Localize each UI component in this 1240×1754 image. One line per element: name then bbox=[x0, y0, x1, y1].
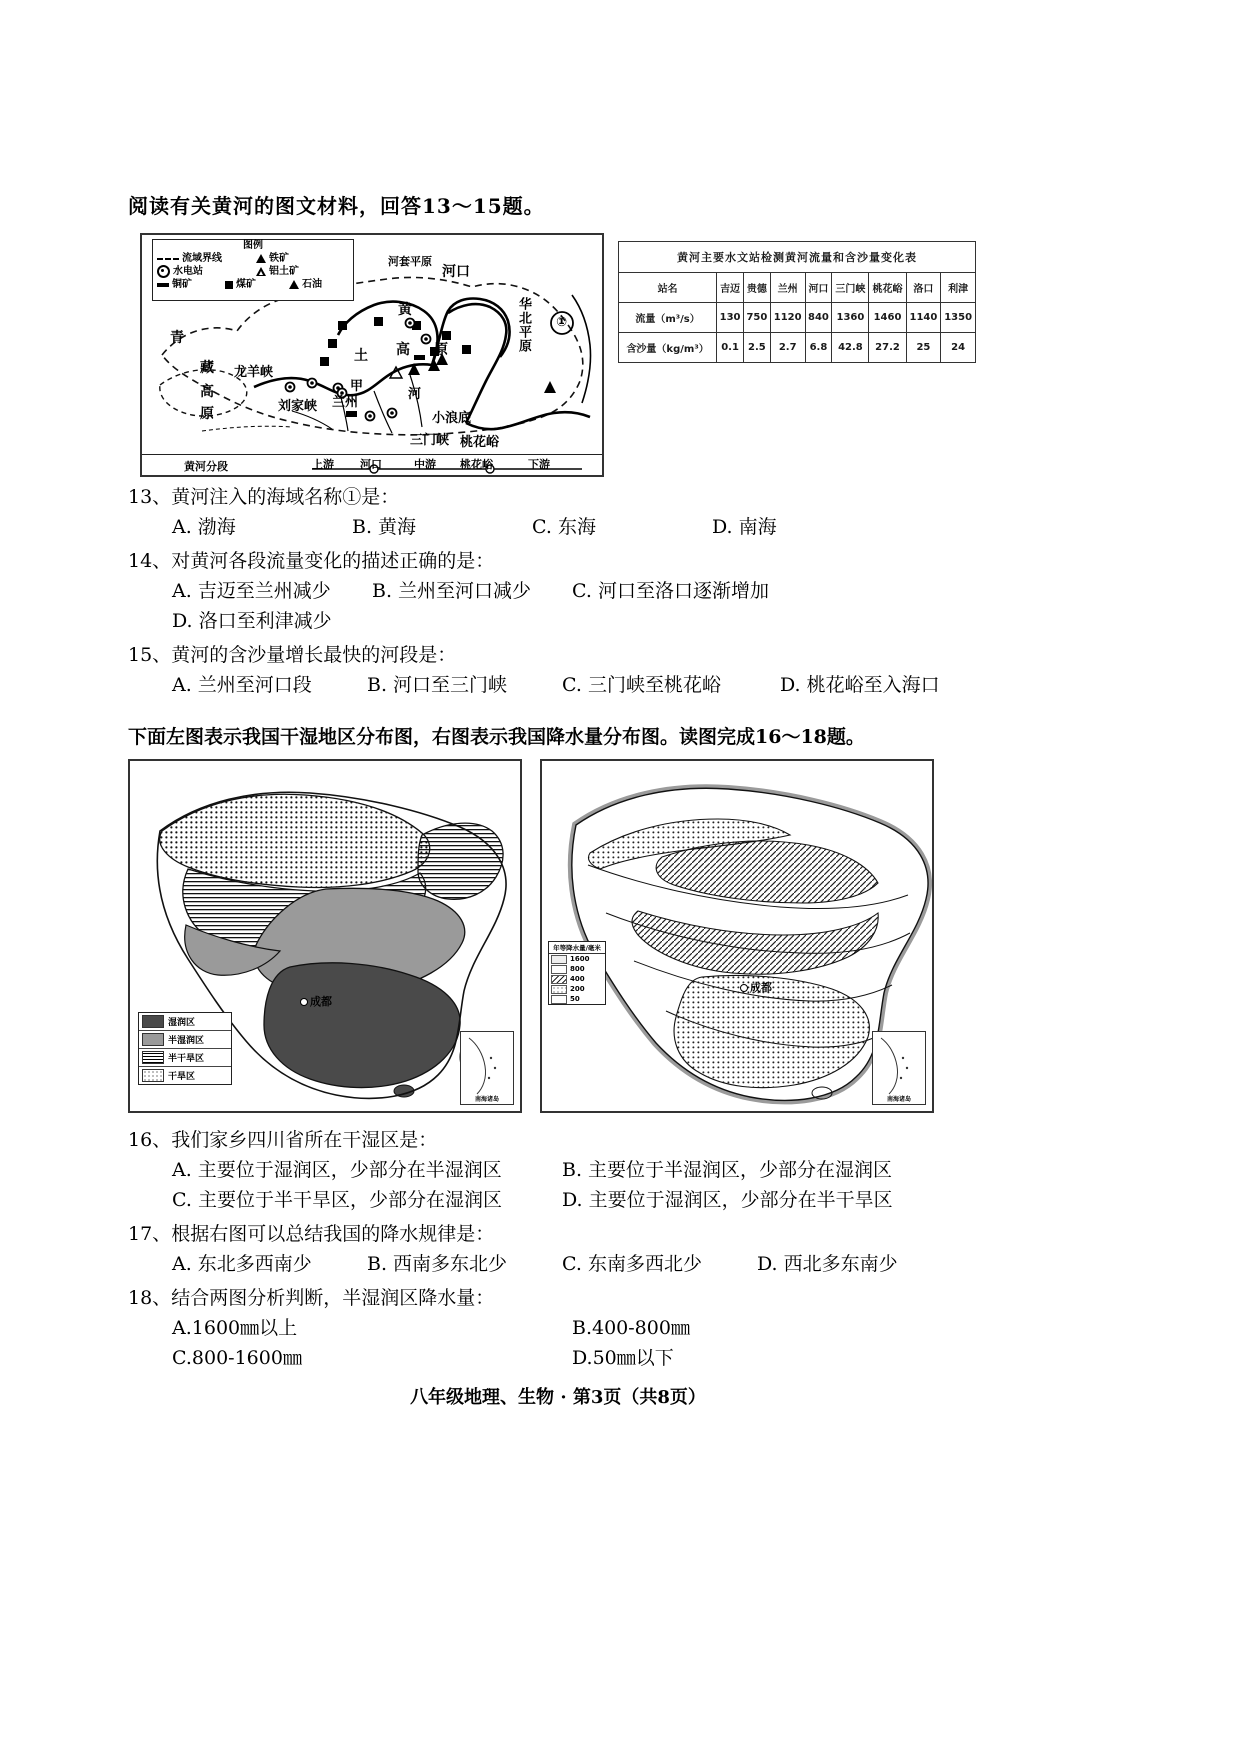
option-16-d[interactable]: D. 主要位于湿润区，少部分在半干旱区 bbox=[562, 1189, 893, 1211]
semihumid-swatch-icon bbox=[142, 1033, 164, 1046]
question-15 bbox=[128, 640, 988, 700]
question-14-options bbox=[128, 576, 988, 636]
legend-label-arid: 干旱区 bbox=[168, 1072, 196, 1082]
city-chengdu-right-label: 成都 bbox=[750, 981, 772, 994]
rainfall-legend-row-50 bbox=[549, 994, 605, 1004]
table-col-lijin: 利津 bbox=[941, 273, 976, 303]
table-col-luokou: 洛口 bbox=[906, 273, 941, 303]
option-13-a[interactable]: A. 渤海 bbox=[172, 516, 236, 538]
sed-sanmenxia: 42.8 bbox=[832, 333, 869, 363]
legend-label-hydro: 水电站 bbox=[173, 266, 203, 277]
question-16-number: 16、 bbox=[128, 1129, 172, 1151]
page-content bbox=[128, 190, 988, 1409]
flow-guide: 750 bbox=[743, 303, 770, 333]
segment-label-upper: 上游 bbox=[312, 458, 334, 471]
sed-lijin: 24 bbox=[941, 333, 976, 363]
rainfall-legend bbox=[548, 941, 606, 1005]
flow-jimai: 130 bbox=[717, 303, 744, 333]
question-17-number: 17、 bbox=[128, 1223, 172, 1245]
option-14-a[interactable]: A. 吉迈至兰州减少 bbox=[172, 580, 331, 602]
question-16-stem: 我们家乡四川省所在干湿区是： bbox=[171, 1129, 438, 1151]
question-13-options bbox=[128, 512, 988, 542]
legend-label-coal: 煤矿 bbox=[236, 279, 256, 290]
map-label-yuan: 原 bbox=[200, 406, 214, 422]
legend-label-humid: 湿润区 bbox=[168, 1018, 196, 1028]
question-18-stem: 结合两图分析判断，半湿润区降水量： bbox=[171, 1287, 495, 1309]
page-footer bbox=[128, 1383, 988, 1409]
map-label-sea-marker: ① bbox=[556, 315, 568, 330]
question-17-stem: 根据右图可以总结我国的降水规律是： bbox=[171, 1223, 495, 1245]
question-13-number: 13、 bbox=[128, 486, 172, 508]
legend-label-iron: 铁矿 bbox=[269, 253, 289, 264]
segment-bar-title: 黄河分段 bbox=[184, 460, 228, 473]
figure-dry-wet-and-rainfall bbox=[128, 759, 988, 1113]
flow-luokou: 1140 bbox=[906, 303, 941, 333]
map-label-taohuayu: 桃花峪 bbox=[460, 435, 500, 450]
option-16-c[interactable]: C. 主要位于半干旱区，少部分在湿润区 bbox=[172, 1189, 502, 1211]
flow-taohuayu: 1460 bbox=[869, 303, 906, 333]
table-row-header-flow: 流量（m³/s） bbox=[619, 303, 717, 333]
dry-wet-legend bbox=[138, 1012, 232, 1085]
map-legend-title: 图例 bbox=[243, 240, 263, 251]
river-segment-bar bbox=[142, 454, 602, 475]
rainfall-value-200: 200 bbox=[570, 985, 585, 993]
city-dot-icon bbox=[740, 984, 748, 992]
option-18-c[interactable]: C.800-1600㎜ bbox=[172, 1347, 302, 1369]
map-label-hetao-plain: 河套平原 bbox=[388, 255, 432, 268]
table-col-station: 站名 bbox=[619, 273, 717, 303]
legend-label-basin: 流域界线 bbox=[182, 253, 222, 264]
table-col-hekou: 河口 bbox=[805, 273, 832, 303]
flow-lijin: 1350 bbox=[941, 303, 976, 333]
map-label-zang: 藏 bbox=[200, 360, 214, 376]
segment-label-hekou: 河口 bbox=[360, 458, 382, 471]
question-15-stem: 黄河的含沙量增长最快的河段是： bbox=[171, 644, 457, 666]
sed-guide: 2.5 bbox=[743, 333, 770, 363]
city-dot-icon bbox=[300, 998, 308, 1006]
semiarid-swatch-icon bbox=[142, 1051, 164, 1064]
map-label-he: 河 bbox=[408, 387, 422, 402]
question-14-number: 14、 bbox=[128, 550, 172, 572]
table-row bbox=[619, 303, 976, 333]
map-label-tu: 土 bbox=[354, 348, 368, 364]
rainfall-value-50: 50 bbox=[570, 995, 580, 1003]
legend-row-arid bbox=[139, 1067, 231, 1084]
map-label-gao2: 高 bbox=[396, 342, 410, 358]
question-14-stem: 对黄河各段流量变化的描述正确的是： bbox=[171, 550, 495, 572]
sed-luokou: 25 bbox=[906, 333, 941, 363]
dry-wet-zone-map bbox=[128, 759, 522, 1113]
option-17-c[interactable]: C. 东南多西北少 bbox=[562, 1253, 702, 1275]
map-label-lanzhou: 兰州 bbox=[332, 395, 359, 410]
legend-label-oil: 石油 bbox=[302, 279, 322, 290]
sed-taohuayu: 27.2 bbox=[869, 333, 906, 363]
legend-row-semiarid bbox=[139, 1049, 231, 1067]
flow-hekou: 840 bbox=[805, 303, 832, 333]
map-label-xiaolangdi: 小浪底 bbox=[432, 411, 472, 426]
map-label-sanmenxia: 三门峡 bbox=[410, 433, 450, 448]
inset-label-left: 南海诸岛 bbox=[474, 1096, 499, 1103]
lead-text-13-15: 阅读有关黄河的图文材料，回答13～15题。 bbox=[128, 194, 545, 218]
segment-label-taohuayu: 桃花峪 bbox=[460, 458, 493, 471]
iron-ore-icon bbox=[256, 254, 266, 263]
question-16 bbox=[128, 1125, 988, 1215]
option-14-b[interactable]: B. 兰州至河口减少 bbox=[372, 580, 532, 602]
basin-boundary-icon bbox=[157, 258, 179, 260]
question-15-number: 15、 bbox=[128, 644, 172, 666]
flow-sanmenxia: 1360 bbox=[832, 303, 869, 333]
table-caption-row bbox=[619, 242, 976, 273]
rainfall-value-1600: 1600 bbox=[570, 955, 590, 963]
map-label-gao: 高 bbox=[200, 384, 214, 400]
option-14-c[interactable]: C. 河口至洛口逐渐增加 bbox=[572, 580, 769, 602]
option-16-b[interactable]: B. 主要位于半湿润区，少部分在湿润区 bbox=[562, 1159, 893, 1181]
option-17-d[interactable]: D. 西北多东南少 bbox=[757, 1253, 898, 1275]
humid-swatch-icon bbox=[142, 1015, 164, 1028]
table-col-taohuayu: 桃花峪 bbox=[869, 273, 906, 303]
rainfall-legend-title: 年等降水量/毫米 bbox=[549, 942, 605, 954]
rainfall-legend-row-1600 bbox=[549, 954, 605, 964]
rainfall-value-400: 400 bbox=[570, 975, 585, 983]
option-13-b[interactable]: B. 黄海 bbox=[352, 516, 417, 538]
yellow-river-map bbox=[140, 233, 604, 477]
legend-label-copper: 铜矿 bbox=[172, 279, 192, 290]
legend-row-semihumid bbox=[139, 1031, 231, 1049]
map-label-qing: 青 bbox=[170, 330, 184, 346]
copper-ore-icon bbox=[157, 283, 169, 287]
page-footer-text: 八年级地理、生物 · 第3页（共8页） bbox=[410, 1387, 706, 1408]
option-13-d[interactable]: D. 南海 bbox=[712, 516, 777, 538]
option-15-d[interactable]: D. 桃花峪至入海口 bbox=[780, 674, 940, 696]
map-label-jia: 甲 bbox=[350, 379, 364, 394]
city-chengdu-left bbox=[300, 993, 332, 1009]
map-legend bbox=[152, 239, 354, 301]
sed-jimai: 0.1 bbox=[717, 333, 744, 363]
rainfall-swatch-200-icon bbox=[551, 985, 567, 994]
arid-swatch-icon bbox=[142, 1069, 164, 1082]
option-15-a[interactable]: A. 兰州至河口段 bbox=[172, 674, 312, 696]
question-16-options bbox=[128, 1155, 988, 1215]
rainfall-distribution-map bbox=[540, 759, 934, 1113]
legend-row-humid bbox=[139, 1013, 231, 1031]
question-18-number: 18、 bbox=[128, 1287, 172, 1309]
table-col-guide: 贵德 bbox=[743, 273, 770, 303]
option-14-d[interactable]: D. 洛口至利津减少 bbox=[172, 610, 332, 632]
option-16-a[interactable]: A. 主要位于湿润区，少部分在半湿润区 bbox=[172, 1159, 502, 1181]
rainfall-value-800: 800 bbox=[570, 965, 585, 973]
rainfall-legend-row-400 bbox=[549, 974, 605, 984]
option-18-d[interactable]: D.50㎜以下 bbox=[572, 1347, 674, 1369]
map-label-hekou: 河口 bbox=[442, 264, 470, 280]
lead-text-16-18: 下面左图表示我国干湿地区分布图，右图表示我国降水量分布图。读图完成16～18题。 bbox=[128, 726, 865, 748]
table-row bbox=[619, 333, 976, 363]
option-17-a[interactable]: A. 东北多西南少 bbox=[172, 1253, 312, 1275]
rainfall-swatch-800-icon bbox=[551, 965, 567, 974]
legend-label-bauxite: 铝土矿 bbox=[269, 266, 299, 277]
table-caption: 黄河主要水文站检测黄河流量和含沙量变化表 bbox=[619, 242, 976, 273]
hydro-station-icon bbox=[157, 265, 170, 278]
inset-label-right: 南海诸岛 bbox=[886, 1096, 911, 1103]
question-15-options bbox=[128, 670, 988, 700]
rainfall-swatch-50-icon bbox=[551, 995, 567, 1004]
table-col-jimai: 吉迈 bbox=[717, 273, 744, 303]
figure-yellow-river bbox=[128, 233, 988, 478]
segment-label-middle: 中游 bbox=[414, 458, 436, 471]
flow-lanzhou: 1120 bbox=[770, 303, 805, 333]
table-header-row bbox=[619, 273, 976, 303]
question-17-options bbox=[128, 1249, 988, 1279]
map-label-liujiaxia: 刘家峡 bbox=[278, 399, 318, 414]
map-label-yuan2: 原 bbox=[434, 342, 448, 358]
question-17 bbox=[128, 1219, 988, 1279]
bauxite-icon bbox=[256, 267, 266, 276]
south-sea-inset-right bbox=[872, 1031, 926, 1105]
rainfall-swatch-400-icon bbox=[551, 975, 567, 984]
map-label-north-china-plain: 华北平原 bbox=[516, 297, 531, 353]
table-col-lanzhou: 兰州 bbox=[770, 273, 805, 303]
question-13-stem: 黄河注入的海域名称①是： bbox=[171, 486, 400, 508]
option-15-b[interactable]: B. 河口至三门峡 bbox=[367, 674, 508, 696]
question-18 bbox=[128, 1283, 988, 1373]
option-13-c[interactable]: C. 东海 bbox=[532, 516, 596, 538]
rainfall-legend-row-200 bbox=[549, 984, 605, 994]
option-18-a[interactable]: A.1600㎜以上 bbox=[172, 1317, 298, 1339]
rainfall-legend-row-800 bbox=[549, 964, 605, 974]
question-14 bbox=[128, 546, 988, 636]
option-17-b[interactable]: B. 西南多东北少 bbox=[367, 1253, 508, 1275]
coal-ore-icon bbox=[225, 281, 233, 289]
legend-label-semiarid: 半干旱区 bbox=[168, 1054, 205, 1064]
sed-hekou: 6.8 bbox=[805, 333, 832, 363]
city-chengdu-right bbox=[740, 979, 772, 995]
map-label-huang: 黄 bbox=[398, 302, 412, 318]
hydrology-table bbox=[618, 241, 976, 363]
legend-label-semihumid: 半湿润区 bbox=[168, 1036, 205, 1046]
sed-lanzhou: 2.7 bbox=[770, 333, 805, 363]
table-row-header-sediment: 含沙量（kg/m³） bbox=[619, 333, 717, 363]
question-13 bbox=[128, 482, 988, 542]
south-sea-inset-left bbox=[460, 1031, 514, 1105]
city-chengdu-left-label: 成都 bbox=[310, 995, 332, 1008]
table-col-sanmenxia: 三门峡 bbox=[832, 273, 869, 303]
rainfall-swatch-1600-icon bbox=[551, 955, 567, 964]
map-label-longyangxia: 龙羊峡 bbox=[234, 365, 274, 380]
segment-label-lower: 下游 bbox=[528, 458, 550, 471]
oil-icon bbox=[289, 280, 299, 289]
option-18-b[interactable]: B.400-800㎜ bbox=[572, 1317, 690, 1339]
question-18-options bbox=[128, 1313, 988, 1373]
option-15-c[interactable]: C. 三门峡至桃花峪 bbox=[562, 674, 721, 696]
